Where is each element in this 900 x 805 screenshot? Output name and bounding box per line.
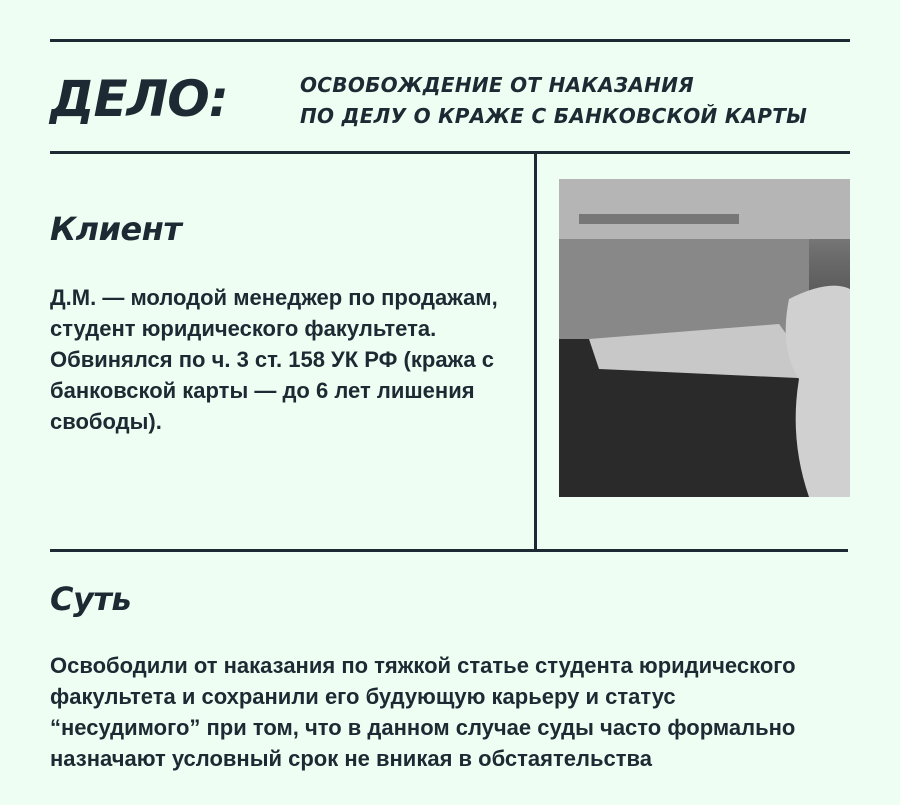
essence-heading: Суть <box>50 580 132 618</box>
client-text: Д.М. — молодой менеджер по продажам, студент юридического факультета. Обвинялся по ч. 3 ст. 158 УК РФ (кража с банковской карты — до 6 лет лишения свободы). <box>50 285 498 434</box>
atm-card-illustration <box>559 179 850 497</box>
client-heading: Клиент <box>50 210 182 248</box>
subtitle-line-2: ПО ДЕЛУ О КРАЖЕ С БАНКОВСКОЙ КАРТЫ <box>300 104 808 128</box>
case-subtitle <box>300 70 807 132</box>
essence-text: Освободили от наказания по тяжкой статье студента юридического факультета и сохранили его будующую карьеру и статус “несудимого” при том, что в данном случае суды часто формально назначают условный срок не вникая в обстаятельства <box>50 653 796 771</box>
section-divider <box>50 549 848 552</box>
case-title: ДЕЛО: <box>50 70 228 128</box>
header-divider <box>50 151 850 154</box>
column-divider <box>534 152 537 550</box>
subtitle-line-1: ОСВОБОЖДЕНИЕ ОТ НАКАЗАНИЯ <box>300 73 694 97</box>
atm-card-photo <box>559 179 850 497</box>
top-divider <box>50 39 850 42</box>
